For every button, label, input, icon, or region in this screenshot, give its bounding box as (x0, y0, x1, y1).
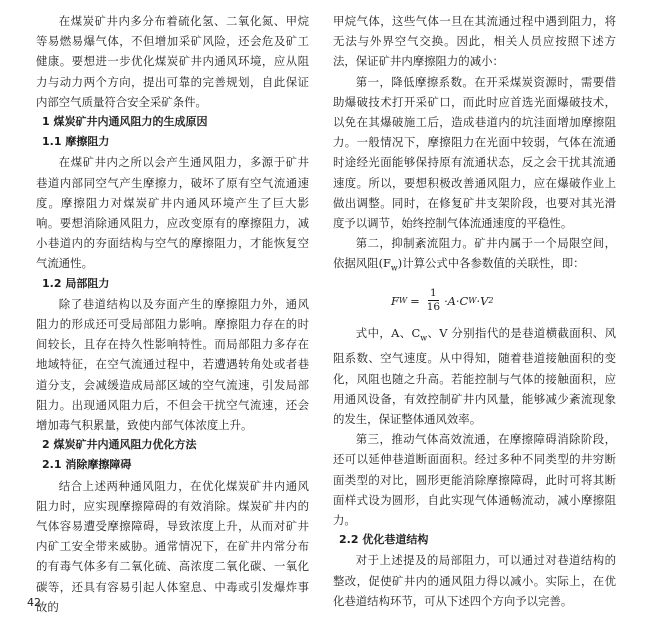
intro-paragraph: 在煤炭矿井内多分布着硫化氢、二氧化氮、甲烷等易燃易爆气体，不但增加采矿风险，还会危及矿工健康。要想进一步优化煤炭矿井内通风环境，应从阻力与动力两个方向，提出可靠的完善规划，自此保证内部空气质量符合安全采矿条件。 (36, 14, 309, 109)
paragraph-2-2: 对于上述提及的局部阻力，可以通过对巷道结构的整改，促使矿井内的通风阻力得以减小。实际上，在优化巷道结构环节，可从下述四个方向予以完善。 (333, 553, 616, 608)
section-2-heading: 2 煤炭矿井内通风阻力优化方法 (42, 438, 197, 452)
subsection-2-2-heading: 2.2 优化巷道结构 (339, 533, 429, 547)
paragraph-third-method: 第三，推动气体高效流通，在摩擦障碍消除阶段，还可以延伸巷道断面面积。经过多种不同类型的井穷断面类型的对比，圆形更能消除摩擦障碍，此时可将其断面样式设为圆形，自此实现气体通畅流动，减小摩擦阻力。 (333, 432, 616, 528)
formula-numerator: 1 (430, 287, 437, 300)
subsection-1-2-heading: 1.2 局部阻力 (42, 276, 110, 290)
formula-denominator: 16 (426, 301, 441, 314)
paragraph-2-1: 结合上述两种通风阻力，在优化煤炭矿井内通风阻力时，应实现摩擦障碍的有效消除。煤炭矿井内的气体容易遭受摩擦障碍，导致浓度上升，从而对矿井内矿工安全带来威胁。通常情况下，在矿井内常分布的有毒气体多有二氧化硫、高浓度二氧化碳、一氧化碳等，还具有容易引起人体窒息、中毒或引发爆炸事故的 (36, 478, 309, 614)
wind-resistance-formula (333, 279, 616, 323)
formula-lhs: F (391, 293, 399, 308)
paragraph-1-1: 在煤矿井内之所以会产生通风阻力，多源于矿井巷道内部同空气产生摩擦力，破坏了原有空气流通速度。摩擦阻力对煤炭矿井内通风环境产生了巨大影响。要想消除通风阻力，应改变原有的摩擦阻力，减小巷道内的夯面结构与空气的摩擦阻力，才能恢复空气流通性。 (36, 155, 309, 271)
formula-rhs-tail: ·V (476, 293, 489, 308)
paragraph-second-method: 第二，抑制紊流阻力。矿井内属于一个局限空间，依据风阻$(F_w)$计算公式中各参数值的关联性，即： (333, 236, 616, 273)
subsection-2-1-heading: 2.1 消除摩擦障碍 (42, 458, 132, 472)
page-number: 42 (27, 596, 41, 609)
right-column (333, 11, 616, 611)
formula-rhs: ·A·C (444, 293, 469, 308)
subsection-1-1-heading: 1.1 摩擦阻力 (42, 135, 110, 149)
formula-rhs-sub: W (468, 295, 477, 305)
formula-rhs-sup: 2 (488, 295, 494, 305)
paragraph-first-method: 第一，降低摩擦系数。在开采煤炭资源时，需要借助爆破技术打开采矿口，而此时应首选光面爆破技术，以免在其爆破施工后，造成巷道内的坑洼面增加摩擦阻力。一般情况下，摩擦阻力在光面中较弱，气体在流通时途经光面能够保持原有流通状态，反之会干扰其流通速度。所以，要想积极改善通风阻力，应在爆破作业上做出调整。同时，在修复矿井支架阶段，也要对其光滑度予以调节，始终控制气体流通速度的平稳性。 (333, 74, 616, 231)
paragraph-formula-explanation: 式中，A、$C_w$、V 分别指代的是巷道横截面积、风阻系数、空气速度。从中得知，随着巷道接触面积的变化，风阻也随之升高。若能控制与气体的接触面积，应用通风设备，有效控制矿井内风量，能够减少紊流现象的发生，保证整体通风效率。 (333, 325, 616, 427)
section-1-heading: 1 煤炭矿井内通风阻力的生成原因 (42, 115, 208, 129)
formula-equals: = (410, 293, 420, 308)
formula-lhs-sub: W (398, 295, 408, 305)
continued-paragraph: 甲烷气体，这些气体一旦在其流通过程中遇到阻力，将无法与外界空气交换。因此，相关人员应按照下述方法，保证矿井内摩擦阻力的减小： (333, 14, 616, 69)
left-column (36, 11, 309, 617)
paragraph-1-2: 除了巷道结构以及夯面产生的摩擦阻力外，通风阻力的形成还可受局部阻力影响。摩擦阻力存在的时间较长，且存在持久性影响特性。而局部阻力多存在地域特征，在空气流通过程中，若遭遇转角处或者巷道分支，会减缓造成局部区域的空气流速，引发局部阻力。出现通风阻力后，不但会干扰空气流速，还会增加毒气积累量，致使内部气体浓度上升。 (36, 296, 309, 433)
formula-fraction (427, 287, 440, 314)
